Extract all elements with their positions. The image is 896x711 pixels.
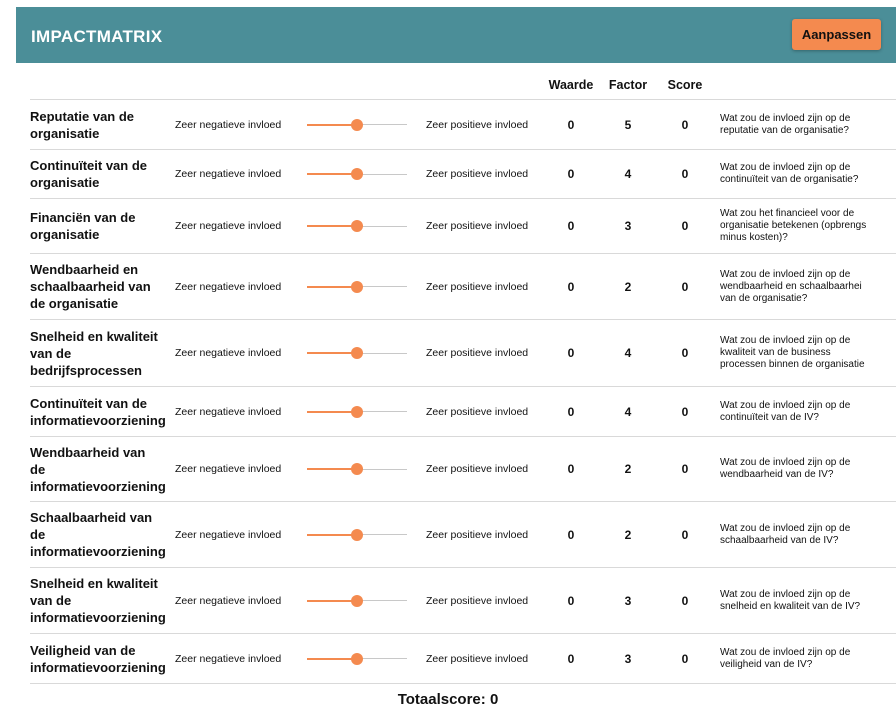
- question-line: wendbaarheid en schaalbaarhei: [720, 280, 862, 292]
- question-text: [720, 568, 896, 633]
- negative-influence-label: Zeer negatieve invloed: [175, 168, 282, 180]
- score-value: 0: [681, 117, 689, 132]
- question-line: Wat zou de invloed zijn op de: [720, 457, 851, 468]
- criterion-label: [30, 502, 175, 567]
- slider-thumb[interactable]: [351, 119, 363, 131]
- criterion-line: de: [30, 527, 46, 542]
- slider-thumb[interactable]: [351, 406, 363, 418]
- waarde-value: 0: [567, 279, 575, 294]
- question-text: [720, 502, 896, 567]
- positive-influence-label: Zeer positieve invloed: [426, 220, 529, 232]
- score-value: 0: [681, 593, 689, 608]
- question-text: [720, 199, 896, 253]
- impact-slider[interactable]: [307, 463, 407, 475]
- criterion-label: [30, 150, 175, 198]
- factor-value: 3: [624, 651, 632, 666]
- slider-thumb[interactable]: [351, 595, 363, 607]
- question-text: [720, 437, 896, 501]
- slider-track: [357, 286, 407, 287]
- slider-track-filled: [307, 600, 357, 602]
- column-header-factor: Factor: [608, 78, 648, 92]
- impact-slider[interactable]: [307, 119, 407, 131]
- question-line: Wat zou de invloed zijn op de: [720, 162, 851, 173]
- slider-track: [357, 124, 407, 125]
- criterion-line: Schaalbaarheid van: [30, 510, 153, 525]
- slider-track: [357, 600, 407, 601]
- question-line: Wat zou het financieel voor de: [720, 208, 855, 219]
- score-value: 0: [681, 167, 689, 181]
- waarde-value: 0: [567, 527, 575, 542]
- impact-slider[interactable]: [307, 168, 407, 180]
- slider-thumb[interactable]: [351, 653, 363, 665]
- positive-influence-label: Zeer positieve invloed: [426, 528, 529, 541]
- criterion-line: organisatie: [30, 227, 100, 242]
- factor-value: 5: [624, 117, 632, 132]
- slider-track-filled: [307, 286, 357, 288]
- score-value: 0: [681, 462, 689, 476]
- page-title: IMPACTMATRIX: [31, 27, 163, 46]
- slider-track-filled: [307, 534, 357, 536]
- criterion-label: [30, 568, 175, 633]
- criterion-line: Financiën van de: [30, 210, 136, 225]
- question-line: veiligheid van de IV?: [720, 658, 813, 670]
- criterion-line: schaalbaarheid van: [30, 279, 151, 294]
- question-text: [720, 150, 896, 198]
- criterion-line: Veiligheid van de: [30, 642, 136, 658]
- criterion-label: [30, 100, 175, 149]
- row-divider: [30, 683, 896, 684]
- edit-button[interactable]: Aanpassen: [792, 19, 881, 50]
- question-line: continuïteit van de IV?: [720, 411, 819, 423]
- total-score-label: Totaalscore:: [397, 691, 486, 708]
- criterion-line: Reputatie van de: [30, 108, 135, 124]
- impact-slider[interactable]: [307, 653, 407, 665]
- positive-influence-label: Zeer positieve invloed: [426, 594, 529, 607]
- factor-value: 4: [624, 404, 632, 419]
- slider-track-filled: [307, 411, 357, 413]
- question-line: snelheid en kwaliteit van de IV?: [720, 600, 861, 612]
- positive-influence-label: Zeer positieve invloed: [426, 168, 529, 180]
- waarde-value: 0: [567, 651, 575, 666]
- negative-influence-label: Zeer negatieve invloed: [175, 405, 282, 418]
- score-value: 0: [681, 279, 689, 294]
- question-line: Wat zou de invloed zijn op de: [720, 522, 851, 534]
- slider-thumb[interactable]: [351, 168, 363, 180]
- negative-influence-label: Zeer negatieve invloed: [175, 347, 282, 359]
- criterion-line: informatievoorziening: [30, 659, 166, 675]
- negative-influence-label: Zeer negatieve invloed: [175, 528, 282, 541]
- question-line: minus kosten)?: [720, 232, 788, 243]
- waarde-value: 0: [567, 593, 575, 608]
- criterion-label: [30, 437, 175, 501]
- slider-thumb[interactable]: [351, 220, 363, 232]
- positive-influence-label: Zeer positieve invloed: [426, 347, 529, 359]
- question-line: continuïteit van de organisatie?: [720, 174, 859, 185]
- score-value: 0: [681, 651, 689, 666]
- waarde-value: 0: [567, 462, 575, 476]
- criterion-line: Snelheid en kwaliteit: [30, 576, 158, 591]
- question-line: kwaliteit van de business: [720, 347, 831, 358]
- waarde-value: 0: [567, 404, 575, 419]
- criterion-line: van de: [30, 345, 72, 361]
- slider-track-filled: [307, 658, 357, 660]
- criterion-line: organisatie: [30, 125, 100, 141]
- positive-influence-label: Zeer positieve invloed: [426, 118, 529, 131]
- question-line: Wat zou de invloed zijn op de: [720, 335, 851, 346]
- app-header: [16, 7, 896, 63]
- factor-value: 2: [624, 527, 632, 542]
- question-text: [720, 100, 896, 149]
- question-line: Wat zou de invloed zijn op de: [720, 268, 851, 280]
- criterion-line: de: [30, 461, 46, 477]
- impact-slider[interactable]: [307, 529, 407, 541]
- factor-value: 4: [624, 346, 632, 360]
- criterion-line: informatievoorziening: [30, 610, 166, 625]
- slider-thumb[interactable]: [351, 281, 363, 293]
- criterion-label: [30, 320, 175, 386]
- impact-slider[interactable]: [307, 595, 407, 607]
- negative-influence-label: Zeer negatieve invloed: [175, 594, 282, 607]
- question-line: processen binnen de organisatie: [720, 359, 865, 370]
- criterion-line: de organisatie: [30, 296, 119, 311]
- criterion-line: Snelheid en kwaliteit: [30, 328, 158, 344]
- question-line: van de organisatie?: [720, 292, 808, 304]
- score-value: 0: [681, 346, 689, 360]
- question-line: reputatie van de organisatie?: [720, 124, 849, 136]
- question-text: [720, 634, 896, 683]
- slider-track: [357, 469, 407, 470]
- negative-influence-label: Zeer negatieve invloed: [175, 463, 282, 475]
- positive-influence-label: Zeer positieve invloed: [426, 652, 529, 665]
- score-value: 0: [681, 219, 689, 233]
- factor-value: 2: [624, 279, 632, 294]
- negative-influence-label: Zeer negatieve invloed: [175, 220, 282, 232]
- criterion-line: Continuïteit van de: [30, 395, 147, 411]
- slider-thumb[interactable]: [351, 463, 363, 475]
- factor-value: 4: [624, 167, 632, 181]
- positive-influence-label: Zeer positieve invloed: [426, 280, 529, 293]
- question-line: schaalbaarheid van de IV?: [720, 534, 839, 546]
- slider-track: [357, 226, 407, 227]
- factor-value: 2: [624, 462, 632, 476]
- impact-slider[interactable]: [307, 281, 407, 293]
- criterion-line: informatievoorziening: [30, 478, 166, 494]
- positive-influence-label: Zeer positieve invloed: [426, 463, 529, 475]
- impact-slider[interactable]: [307, 220, 407, 232]
- criterion-line: van de: [30, 593, 72, 608]
- slider-thumb[interactable]: [351, 529, 363, 541]
- question-line: Wat zou de invloed zijn op de: [720, 112, 851, 124]
- criterion-line: bedrijfsprocessen: [30, 362, 142, 378]
- criterion-label: [30, 634, 175, 683]
- slider-track-filled: [307, 468, 357, 470]
- slider-thumb[interactable]: [351, 347, 363, 359]
- positive-influence-label: Zeer positieve invloed: [426, 405, 529, 418]
- criterion-label: [30, 254, 175, 319]
- factor-value: 3: [624, 219, 632, 233]
- criterion-line: Wendbaarheid van: [30, 444, 146, 460]
- slider-track: [357, 353, 407, 354]
- question-line: Wat zou de invloed zijn op de: [720, 399, 851, 411]
- question-text: [720, 254, 896, 319]
- total-score: [0, 691, 896, 708]
- criterion-line: organisatie: [30, 175, 100, 190]
- slider-track: [357, 534, 407, 535]
- question-text: [720, 320, 896, 386]
- waarde-value: 0: [567, 167, 575, 181]
- total-score-value: 0: [489, 691, 499, 708]
- slider-track: [357, 411, 407, 412]
- slider-track-filled: [307, 225, 357, 227]
- question-line: Wat zou de invloed zijn op de: [720, 646, 851, 658]
- negative-influence-label: Zeer negatieve invloed: [175, 280, 282, 293]
- waarde-value: 0: [567, 117, 575, 132]
- score-value: 0: [681, 404, 689, 419]
- question-text: [720, 387, 896, 436]
- criterion-line: Wendbaarheid en: [30, 262, 139, 277]
- slider-track-filled: [307, 352, 357, 354]
- impact-slider[interactable]: [307, 347, 407, 359]
- factor-value: 3: [624, 593, 632, 608]
- slider-track-filled: [307, 173, 357, 175]
- slider-track: [357, 174, 407, 175]
- criterion-line: informatievoorziening: [30, 412, 166, 428]
- question-line: organisatie betekenen (opbrengs: [720, 220, 867, 231]
- score-value: 0: [681, 527, 689, 542]
- criterion-line: Continuïteit van de: [30, 158, 147, 173]
- question-line: Wat zou de invloed zijn op de: [720, 588, 851, 600]
- slider-track-filled: [307, 124, 357, 126]
- criterion-line: informatievoorziening: [30, 544, 166, 559]
- impact-slider[interactable]: [307, 406, 407, 418]
- column-header-waarde: Waarde: [548, 78, 594, 92]
- criterion-label: [30, 387, 175, 436]
- negative-influence-label: Zeer negatieve invloed: [175, 118, 282, 131]
- slider-track: [357, 658, 407, 659]
- column-header-score: Score: [667, 78, 703, 92]
- question-line: wendbaarheid van de IV?: [720, 469, 834, 480]
- waarde-value: 0: [567, 346, 575, 360]
- criterion-label: [30, 199, 175, 253]
- negative-influence-label: Zeer negatieve invloed: [175, 652, 282, 665]
- waarde-value: 0: [567, 219, 575, 233]
